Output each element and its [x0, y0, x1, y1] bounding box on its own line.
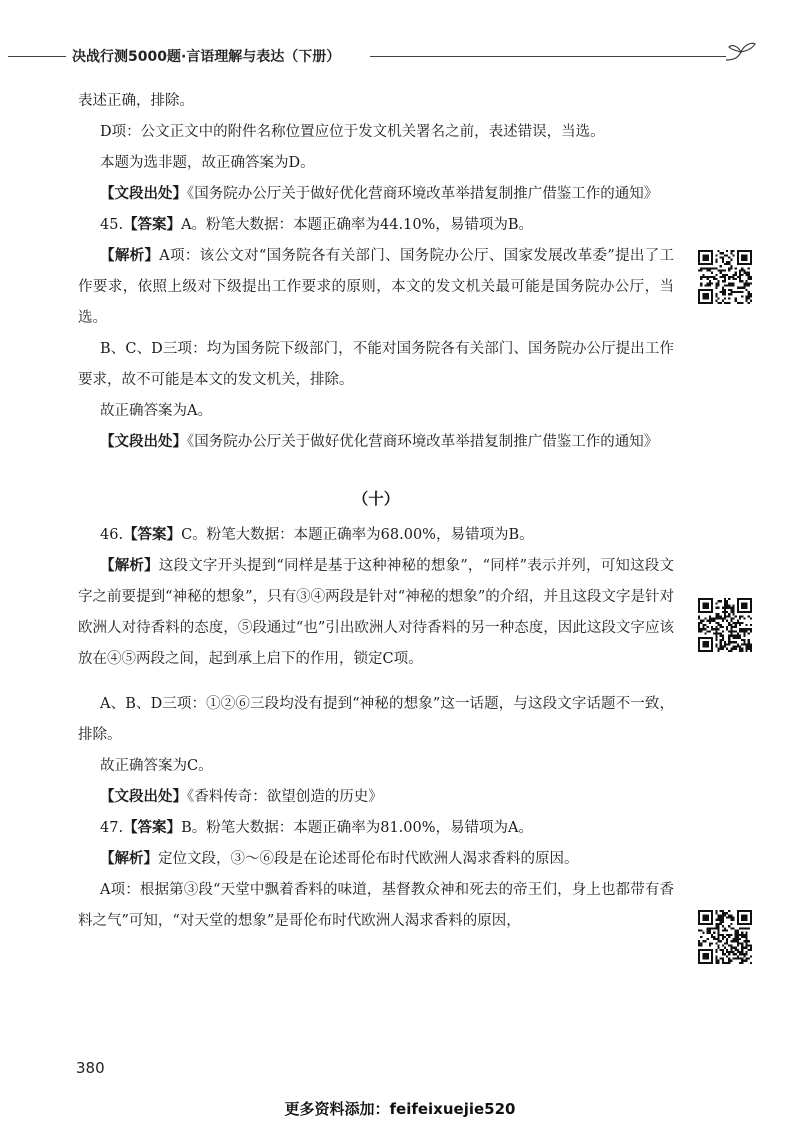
answer-text: A。粉笔大数据：本题正确率为44.10%，易错项为B。 [181, 217, 533, 233]
qr-code-icon[interactable] [698, 598, 752, 652]
analysis-tag: 【解析】 [100, 558, 159, 574]
question-number: 45. [100, 217, 124, 233]
answer-text: B。粉笔大数据：本题正确率为81.00%，易错项为A。 [181, 820, 533, 836]
paragraph: 故正确答案为C。 [100, 758, 213, 774]
paragraph: 表述正确，排除。 [78, 93, 194, 109]
analysis-text: 定位文段，③～⑥段是在论述哥伦布时代欧洲人渴求香料的原因。 [158, 851, 579, 867]
paragraph: B、C、D三项：均为国务院下级部门，不能对国务院各有关部门、国务院办公厅提出工作要求，故不可能是本文的发文机关，排除。 [78, 341, 674, 388]
paragraph: A项：根据第③段“天堂中飘着香料的味道，基督教众神和死去的帝王们，身上也都带有香料之气”可知，“对天堂的想象”是哥伦布时代欧洲人渴求香料的原因， [78, 882, 674, 929]
qr-code-icon[interactable] [698, 250, 752, 304]
source-text: 《香料传奇：欲望创造的历史》 [187, 789, 383, 805]
paragraph: 故正确答案为A。 [100, 403, 212, 419]
header-rule-right [370, 56, 726, 57]
header-title: 决战行测5000题·言语理解与表达（下册） [72, 49, 341, 65]
answer-text: C。粉笔大数据：本题正确率为68.00%，易错项为B。 [181, 527, 534, 543]
answer-paragraph [78, 210, 674, 241]
header-rule-left [8, 56, 66, 57]
answer-paragraph [78, 813, 674, 844]
source-text: 《国务院办公厅关于做好优化营商环境改革举措复制推广借鉴工作的通知》 [187, 434, 659, 450]
paragraph: A、B、D三项：①②⑥三段均没有提到“神秘的想象”这一话题，与这段文字话题不一致，排除。 [78, 696, 674, 743]
sprout-icon [724, 36, 758, 62]
source-paragraph [78, 179, 674, 210]
analysis-text: A项：该公文对“国务院各有关部门、国务院办公厅、国家发展改革委”提出了工作要求，依照上级对下级提出工作要求的原则，本文的发文机关最可能是国务院办公厅，当选。 [78, 248, 675, 326]
qr-code-icon[interactable] [698, 910, 752, 964]
source-tag: 【文段出处】 [100, 186, 187, 202]
paragraph: 本题为选非题，故正确答案为D。 [100, 155, 315, 171]
page-number: 380 [76, 1059, 105, 1077]
footer-note: 更多资料添加：feifeixuejie520 [284, 1100, 516, 1118]
paragraph: D项：公文正文中的附件名称位置应位于发文机关署名之前，表述错误，当选。 [100, 124, 605, 140]
question-number: 46. [100, 527, 124, 543]
analysis-tag: 【解析】 [100, 248, 160, 264]
analysis-paragraph [78, 241, 674, 334]
answer-tag: 【答案】 [123, 527, 182, 543]
source-paragraph [78, 782, 674, 813]
answer-paragraph [78, 520, 674, 551]
source-paragraph [78, 427, 674, 458]
analysis-paragraph [78, 551, 674, 675]
answer-tag: 【答案】 [123, 217, 182, 233]
page-body [78, 86, 674, 937]
analysis-tag: 【解析】 [100, 851, 158, 867]
analysis-text: 这段文字开头提到“同样是基于这种神秘的想象”，“同样”表示并列，可知这段文字之前要提到“神秘的想象”，只有③④两段是针对“神秘的想象”的介绍，并且这段文字是针对欧洲人对待香料的态度，⑤段通过“也”引出欧洲人对待香料的另一种态度，因此这段文字应该放在④⑤两段之间，起到承上启下的作用，锁定C项。 [78, 558, 675, 667]
running-header [0, 44, 800, 70]
source-tag: 【文段出处】 [100, 434, 187, 450]
answer-tag: 【答案】 [123, 820, 182, 836]
source-text: 《国务院办公厅关于做好优化营商环境改革举措复制推广借鉴工作的通知》 [187, 186, 659, 202]
analysis-paragraph [78, 844, 674, 875]
source-tag: 【文段出处】 [100, 789, 187, 805]
question-number: 47. [100, 820, 124, 836]
section-heading: （十） [352, 489, 400, 508]
